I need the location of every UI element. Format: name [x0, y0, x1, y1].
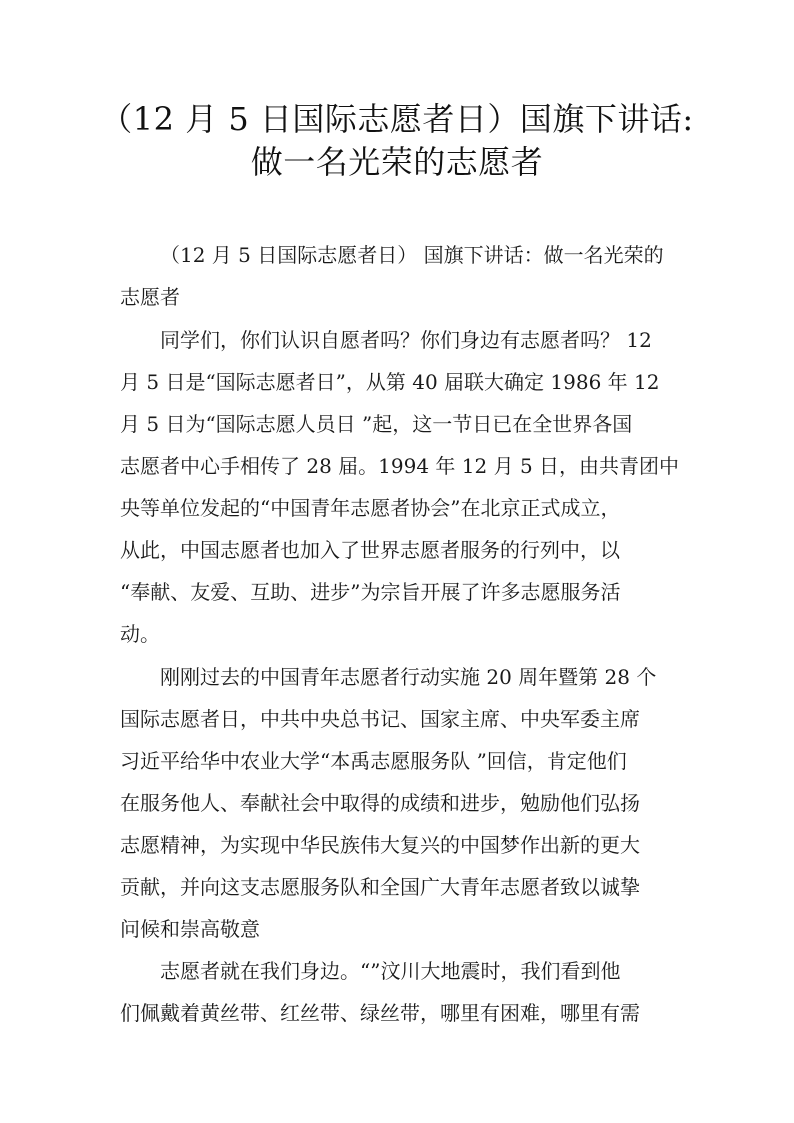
document-title-line-1: （12 月 5 日国际志愿者日）国旗下讲话:: [100, 100, 694, 138]
paragraph-line: 在服务他人、奉献社会中取得的成绩和进步，勉励他们弘扬: [120, 791, 640, 815]
paragraph-line: 贡献，并向这支志愿服务队和全国广大青年志愿者致以诚挚: [120, 875, 640, 899]
paragraph-line: 志愿者中心手相传了 28 届。1994 年 12 月 5 日，由共青团中: [120, 454, 680, 478]
paragraph-line: 月 5 日为“国际志愿人员日 ”起，这一节日已在全世界各国: [120, 412, 633, 436]
paragraph-line: 志愿者就在我们身边。“”汶川大地震时，我们看到他: [160, 959, 621, 983]
document-title-line-2: 做一名光荣的志愿者: [250, 143, 544, 181]
paragraph-line: 刚刚过去的中国青年志愿者行动实施 20 周年暨第 28 个: [160, 665, 657, 689]
paragraph-line: 志愿者: [120, 285, 180, 309]
paragraph-line: 国际志愿者日，中共中央总书记、国家主席、中央军委主席: [120, 707, 640, 731]
paragraph-line: 央等单位发起的“中国青年志愿者协会”在北京正式成立，: [120, 496, 621, 520]
paragraph-line: 志愿精神，为实现中华民族伟大复兴的中国梦作出新的更大: [120, 833, 640, 857]
paragraph-line: 动。: [120, 622, 160, 646]
paragraph-line: “奉献、友爱、互助、进步”为宗旨开展了许多志愿服务活: [120, 580, 621, 604]
paragraph-line: 从此，中国志愿者也加入了世界志愿者服务的行列中，以: [120, 538, 620, 562]
paragraph-line: 问候和崇高敬意: [120, 917, 260, 941]
paragraph-line: 们佩戴着黄丝带、红丝带、绿丝带，哪里有困难，哪里有需: [120, 1001, 640, 1025]
paragraph-line: （12 月 5 日国际志愿者日） 国旗下讲话：做一名光荣的: [160, 243, 664, 267]
paragraph-line: 同学们，你们认识自愿者吗？你们身边有志愿者吗？ 12: [160, 328, 652, 352]
paragraph-line: 月 5 日是“国际志愿者日”，从第 40 届联大确定 1986 年 12: [120, 370, 660, 394]
paragraph-line: 习近平给华中农业大学“本禹志愿服务队 ”回信，肯定他们: [120, 749, 627, 773]
